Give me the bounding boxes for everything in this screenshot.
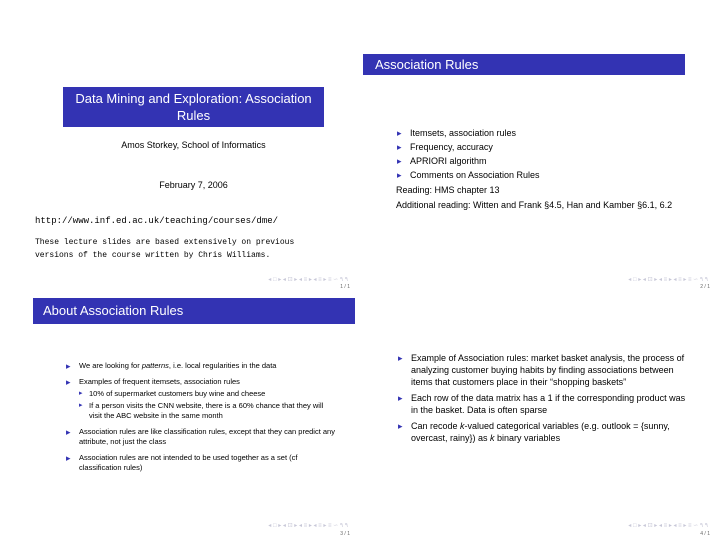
slide-3 [0, 278, 360, 556]
lecture-title: Data Mining and Exploration: Association Rules [75, 91, 312, 123]
reading: Reading: HMS chapter 13 [396, 185, 500, 195]
slide-1 [0, 0, 360, 290]
list-item: ▸ Frequency, accuracy [397, 140, 540, 154]
nav-controls[interactable]: ◂ □ ▸ ◂ ⊡ ▸ ◂ ≡ ▸ ◂ ≡ ▸ ≡ ∽ ۹ ۹ [268, 277, 348, 283]
list-item: ▸ Association rules are like classification rules, except that they can predict any attribute, not just the class [66, 427, 336, 447]
list-item: ▸ Can recode k-valued categorical variables (e.g. outlook = {sunny, overcast, rainy}) as k binary variables [398, 420, 690, 444]
list-item: ▸ We are looking for patterns, i.e. local regularities in the data [66, 361, 336, 371]
additional-reading: Additional reading: Witten and Frank §4.5, Han and Kamber §6.1, 6.2 [396, 200, 673, 210]
outline-list [397, 126, 540, 182]
date: February 7, 2006 [159, 180, 228, 190]
course-url[interactable]: http://www.inf.ed.ac.uk/teaching/courses/dme/ [35, 216, 279, 226]
page-number: 1 / 1 [340, 284, 350, 290]
frame-title-bar [33, 298, 355, 324]
nav-controls[interactable]: ◂ □ ▸ ◂ ⊡ ▸ ◂ ≡ ▸ ◂ ≡ ▸ ≡ ∽ ۹ ۹ [628, 523, 708, 529]
page-number: 4 / 1 [700, 531, 710, 537]
frame-title: Association Rules [375, 57, 479, 72]
page-number: 2 / 1 [700, 284, 710, 290]
list-item: ▸ Each row of the data matrix has a 1 if the corresponding product was in the basket. Data is often sparse [398, 392, 690, 416]
slide-2 [360, 0, 720, 290]
content-list [398, 352, 690, 444]
content-list [66, 361, 336, 473]
sub-item: ▸ 10% of supermarket customers buy wine and cheese [79, 389, 336, 399]
list-item: ▸ APRIORI algorithm [397, 154, 540, 168]
list-item: ▸ Example of Association rules: market basket analysis, the process of analyzing customer buying habits by finding associations between items that customers place in their “shopping baskets” [398, 352, 690, 388]
list-item: ▸ Itemsets, association rules [397, 126, 540, 140]
list-item: ▸ Comments on Association Rules [397, 168, 540, 182]
frame-title: About Association Rules [43, 303, 184, 318]
title-block [63, 87, 324, 127]
frame-title-bar [363, 54, 685, 75]
list-item: ▸ Examples of frequent itemsets, association rules ▸ 10% of supermarket customers buy wine and cheese ▸ If a person visits the CNN website, there is a 60% chance that they will visit the ABC website in the same month [66, 377, 336, 421]
sub-list [79, 389, 336, 421]
sub-item: ▸ If a person visits the CNN website, there is a 60% chance that they will visit the ABC website in the same month [79, 401, 336, 421]
nav-controls[interactable]: ◂ □ ▸ ◂ ⊡ ▸ ◂ ≡ ▸ ◂ ≡ ▸ ≡ ∽ ۹ ۹ [268, 523, 348, 529]
page-number: 3 / 1 [340, 531, 350, 537]
author: Amos Storkey, School of Informatics [121, 140, 266, 150]
slide-4 [360, 278, 720, 556]
list-item: ▸ Association rules are not intended to be used together as a set (cf classification rules) [66, 453, 336, 473]
nav-controls[interactable]: ◂ □ ▸ ◂ ⊡ ▸ ◂ ≡ ▸ ◂ ≡ ▸ ≡ ∽ ۹ ۹ [628, 277, 708, 283]
credit-note: These lecture slides are based extensively on previous versions of the course written by Chris Williams. [35, 238, 295, 260]
